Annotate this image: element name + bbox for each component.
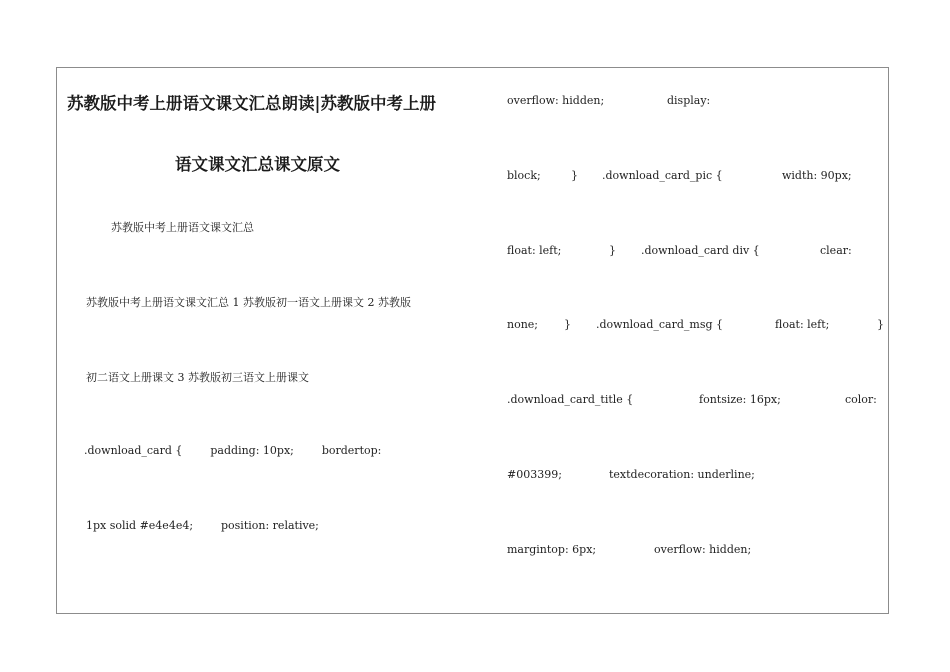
code-token: } [571,169,578,182]
document-page [56,67,889,614]
code-token: } [609,244,616,257]
code-token: textdecoration: underline; [609,468,755,481]
code-token: clear: [820,244,852,257]
code-token: float: left; [775,318,830,331]
left-column [57,68,497,613]
document-title-line-2: 语文课文汇总课文原文 [175,155,340,174]
body-line: 初二语文上册课文 3 苏教版初三语文上册课文 [86,371,309,384]
code-token: block; [507,169,541,182]
code-token: .download_card_pic { [602,169,723,182]
code-token: margintop: 6px; [507,543,597,556]
body-line: 苏教版中考上册语文课文汇总 [111,221,254,234]
body-line: 苏教版中考上册语文课文汇总 1 苏教版初一语文上册课文 2 苏教版 [86,296,411,309]
code-token: color: [845,393,877,406]
document-title-line-1: 苏教版中考上册语文课文汇总朗读|苏教版中考上册 [67,94,437,113]
code-token: none; [507,318,539,331]
code-line: 1px solid #e4e4e4; position: relative; [86,519,319,532]
right-column [497,68,890,613]
code-token: } [877,318,884,331]
code-token: width: 90px; [782,169,852,182]
code-token: display: [667,94,711,107]
code-token: overflow: hidden; [654,543,752,556]
code-token: .download_card_msg { [596,318,724,331]
code-token: float: left; [507,244,562,257]
code-token: .download_card_title { [507,393,634,406]
code-token: overflow: hidden; [507,94,605,107]
code-token: .download_card div { [641,244,760,257]
code-token: fontsize: 16px; [699,393,781,406]
code-line: .download_card { padding: 10px; bordertop: [84,444,382,457]
code-token: } [564,318,571,331]
code-token: #003399; [507,468,562,481]
